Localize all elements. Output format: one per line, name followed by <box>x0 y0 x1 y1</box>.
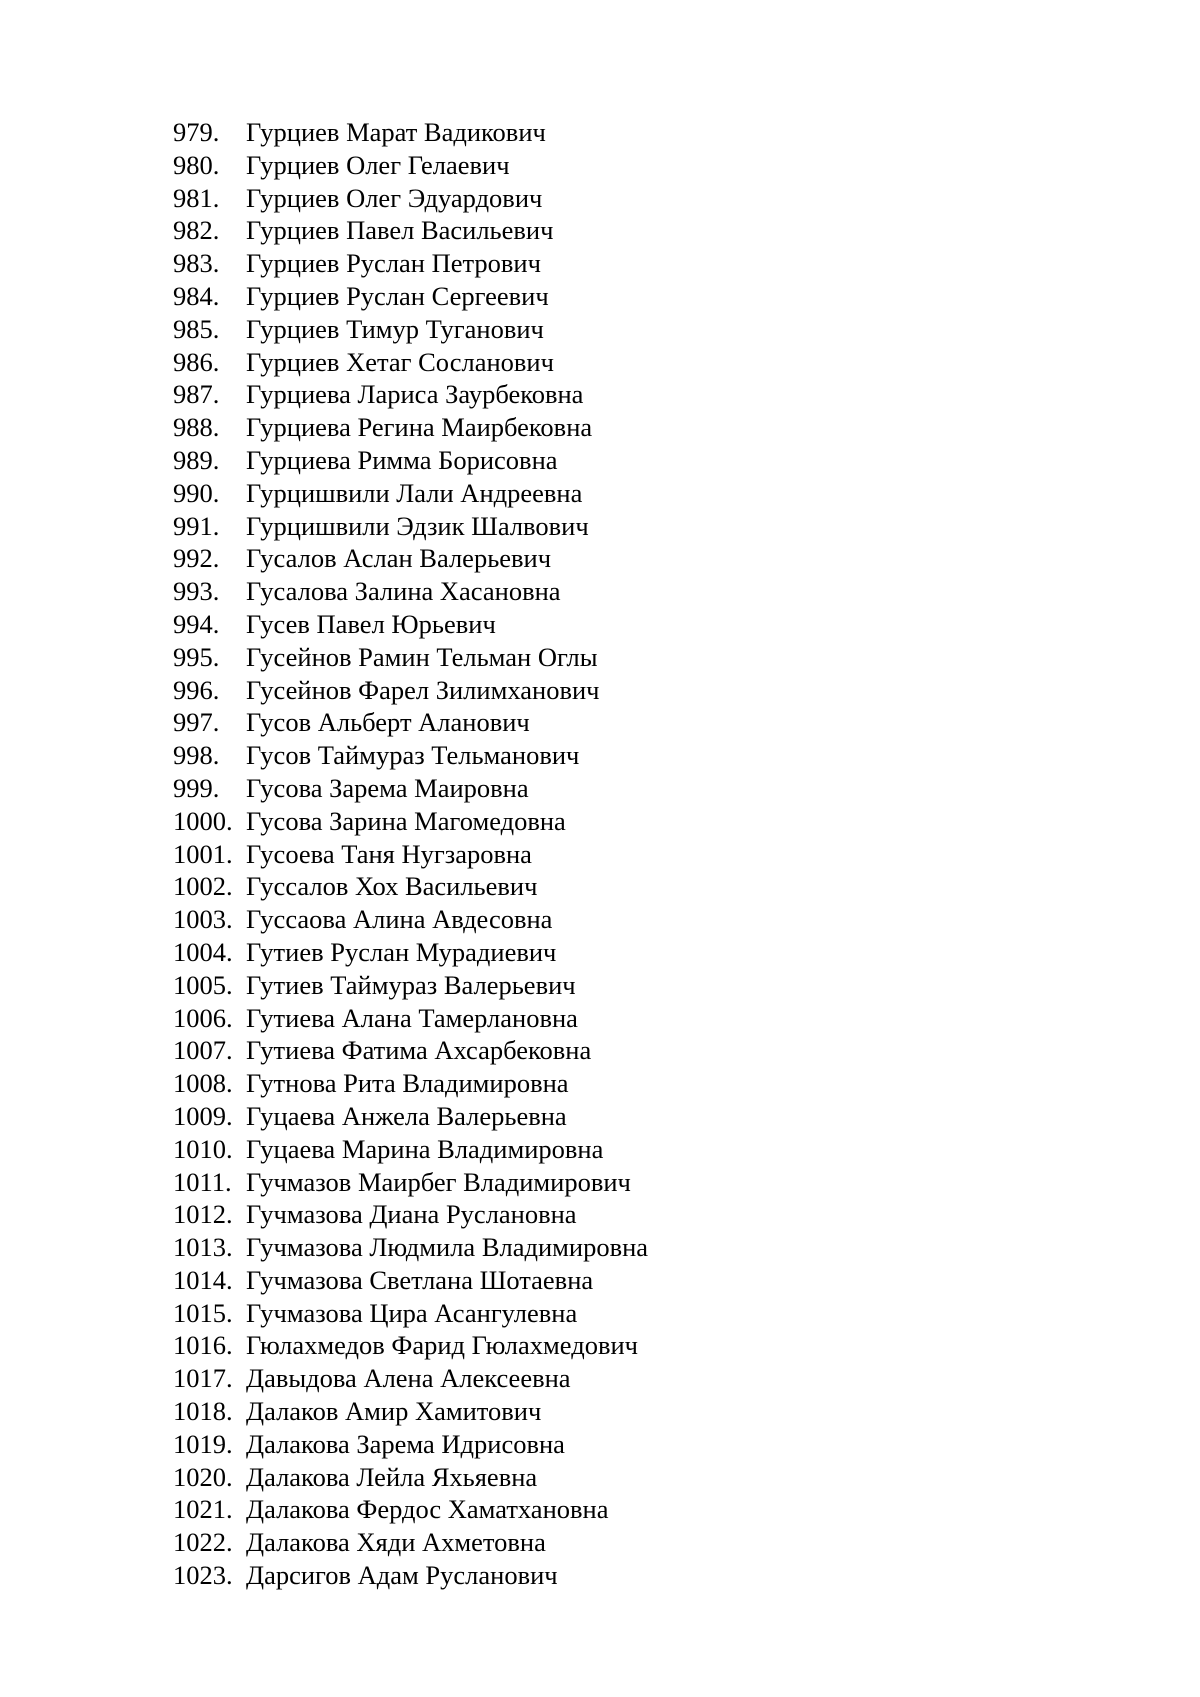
entry-number: 991. <box>173 510 220 541</box>
entry-number: 1001. <box>173 838 233 869</box>
list-item <box>173 706 648 739</box>
list-item <box>173 1034 648 1067</box>
entry-number: 988. <box>173 412 220 443</box>
list-item <box>173 1100 648 1133</box>
entry-name: Гуссаова Алина Авдесовна <box>246 904 553 935</box>
list-item <box>173 182 648 215</box>
entry-name: Дарсигов Адам Русланович <box>246 1560 558 1591</box>
entry-number: 1021. <box>173 1494 233 1525</box>
list-item <box>173 378 648 411</box>
entry-number: 998. <box>173 740 220 771</box>
list-item <box>173 510 648 543</box>
entry-number: 997. <box>173 707 220 738</box>
entry-name: Гурциев Руслан Сергеевич <box>246 280 549 311</box>
entry-name: Гурциев Руслан Петрович <box>246 248 541 279</box>
list-item <box>173 1362 648 1395</box>
list-item <box>173 1297 648 1330</box>
entry-name: Гуцаева Анжела Валерьевна <box>246 1100 567 1131</box>
list-item <box>173 608 648 641</box>
entry-name: Гурциев Хетаг Сосланович <box>246 346 554 377</box>
entry-number: 984. <box>173 280 220 311</box>
entry-number: 983. <box>173 248 220 279</box>
entry-name: Гусов Таймураз Тельманович <box>246 740 580 771</box>
entry-name: Гурциев Павел Васильевич <box>246 215 554 246</box>
entry-name: Гурцишвили Лали Андреевна <box>246 477 583 508</box>
list-item <box>173 641 648 674</box>
entry-name: Гурциева Лариса Заурбековна <box>246 379 584 410</box>
entry-number: 1006. <box>173 1002 233 1033</box>
entry-name: Далакова Хяди Ахметовна <box>246 1527 546 1558</box>
entry-name: Гутнова Рита Владимировна <box>246 1068 569 1099</box>
name-list <box>173 116 648 1592</box>
list-item <box>173 772 648 805</box>
entry-name: Гусова Зарина Магомедовна <box>246 805 566 836</box>
entry-number: 1018. <box>173 1396 233 1427</box>
entry-name: Гучмазова Диана Руслановна <box>246 1199 577 1230</box>
list-item <box>173 1198 648 1231</box>
list-item <box>173 1264 648 1297</box>
entry-name: Гуссалов Хох Васильевич <box>246 871 538 902</box>
entry-number: 999. <box>173 772 220 803</box>
entry-name: Гурциев Тимур Туганович <box>246 313 544 344</box>
entry-number: 1011. <box>173 1166 232 1197</box>
list-item <box>173 116 648 149</box>
entry-name: Гучмазов Маирбег Владимирович <box>246 1166 631 1197</box>
list-item <box>173 1493 648 1526</box>
entry-name: Гурциева Регина Маирбековна <box>246 412 593 443</box>
entry-number: 989. <box>173 444 220 475</box>
entry-name: Гюлахмедов Фарид Гюлахмедович <box>246 1330 638 1361</box>
entry-number: 1013. <box>173 1232 233 1263</box>
entry-name: Гучмазова Светлана Шотаевна <box>246 1264 594 1295</box>
list-item <box>173 477 648 510</box>
list-item <box>173 674 648 707</box>
entry-number: 996. <box>173 674 220 705</box>
entry-number: 994. <box>173 608 220 639</box>
list-item <box>173 149 648 182</box>
entry-number: 993. <box>173 576 220 607</box>
list-item <box>173 1166 648 1199</box>
entry-name: Гусоева Таня Нугзаровна <box>246 838 532 869</box>
entry-name: Гуцаева Марина Владимировна <box>246 1133 604 1164</box>
entry-name: Далакова Лейла Яхьяевна <box>246 1461 538 1492</box>
entry-number: 985. <box>173 313 220 344</box>
entry-name: Далаков Амир Хамитович <box>246 1396 542 1427</box>
entry-number: 1008. <box>173 1068 233 1099</box>
entry-name: Гусова Зарема Маировна <box>246 772 529 803</box>
entry-number: 1002. <box>173 871 233 902</box>
list-item <box>173 214 648 247</box>
entry-number: 981. <box>173 182 220 213</box>
list-item <box>173 280 648 313</box>
list-item <box>173 1329 648 1362</box>
entry-name: Давыдова Алена Алексеевна <box>246 1363 571 1394</box>
entry-name: Гурциев Олег Эдуардович <box>246 182 543 213</box>
list-item <box>173 411 648 444</box>
entry-number: 1000. <box>173 805 233 836</box>
entry-number: 1007. <box>173 1035 233 1066</box>
entry-name: Далакова Фердос Хаматхановна <box>246 1494 609 1525</box>
entry-name: Гурцишвили Эдзик Шалвович <box>246 510 589 541</box>
entry-number: 1009. <box>173 1100 233 1131</box>
entry-number: 1019. <box>173 1428 233 1459</box>
entry-number: 980. <box>173 149 220 180</box>
entry-number: 1014. <box>173 1264 233 1295</box>
entry-number: 987. <box>173 379 220 410</box>
list-item <box>173 838 648 871</box>
list-item <box>173 1395 648 1428</box>
entry-number: 979. <box>173 117 220 147</box>
entry-number: 1023. <box>173 1560 233 1591</box>
entry-number: 1012. <box>173 1199 233 1230</box>
list-item <box>173 346 648 379</box>
entry-number: 1016. <box>173 1330 233 1361</box>
entry-name: Гусалов Аслан Валерьевич <box>246 543 552 574</box>
list-item <box>173 805 648 838</box>
list-item <box>173 575 648 608</box>
entry-number: 1003. <box>173 904 233 935</box>
entry-number: 986. <box>173 346 220 377</box>
list-item <box>173 1002 648 1035</box>
entry-number: 995. <box>173 641 220 672</box>
entry-number: 1020. <box>173 1461 233 1492</box>
entry-name: Гусалова Залина Хасановна <box>246 576 561 607</box>
list-item <box>173 1559 648 1592</box>
entry-number: 990. <box>173 477 220 508</box>
entry-name: Гучмазова Цира Асангулевна <box>246 1297 578 1328</box>
list-item <box>173 1133 648 1166</box>
entry-name: Гусейнов Фарел Зилимханович <box>246 674 600 705</box>
entry-number: 1005. <box>173 969 233 1000</box>
entry-name: Гучмазова Людмила Владимировна <box>246 1232 649 1263</box>
list-item <box>173 969 648 1002</box>
list-item <box>173 870 648 903</box>
entry-name: Гурциев Марат Вадикович <box>246 117 546 147</box>
list-item <box>173 1231 648 1264</box>
entry-name: Гусейнов Рамин Тельман Оглы <box>246 641 598 672</box>
list-item <box>173 313 648 346</box>
list-item <box>173 542 648 575</box>
entry-name: Гусов Альберт Аланович <box>246 707 530 738</box>
list-item <box>173 739 648 772</box>
entry-name: Гурциев Олег Гелаевич <box>246 149 510 180</box>
list-item <box>173 936 648 969</box>
entry-number: 1015. <box>173 1297 233 1328</box>
list-item <box>173 247 648 280</box>
entry-name: Гусев Павел Юрьевич <box>246 608 496 639</box>
list-item <box>173 444 648 477</box>
entry-name: Гутиева Фатима Ахсарбековна <box>246 1035 592 1066</box>
entry-name: Гутиев Таймураз Валерьевич <box>246 969 576 1000</box>
entry-number: 1022. <box>173 1527 233 1558</box>
entry-name: Гутиева Алана Тамерлановна <box>246 1002 578 1033</box>
entry-number: 982. <box>173 215 220 246</box>
entry-number: 1017. <box>173 1363 233 1394</box>
list-item <box>173 1526 648 1559</box>
list-item <box>173 903 648 936</box>
entry-number: 1004. <box>173 936 233 967</box>
entry-name: Гурциева Римма Борисовна <box>246 444 558 475</box>
list-item <box>173 1067 648 1100</box>
list-item <box>173 1428 648 1461</box>
entry-name: Гутиев Руслан Мурадиевич <box>246 936 557 967</box>
entry-number: 1010. <box>173 1133 233 1164</box>
entry-name: Далакова Зарема Идрисовна <box>246 1428 565 1459</box>
list-item <box>173 1461 648 1494</box>
entry-number: 992. <box>173 543 220 574</box>
